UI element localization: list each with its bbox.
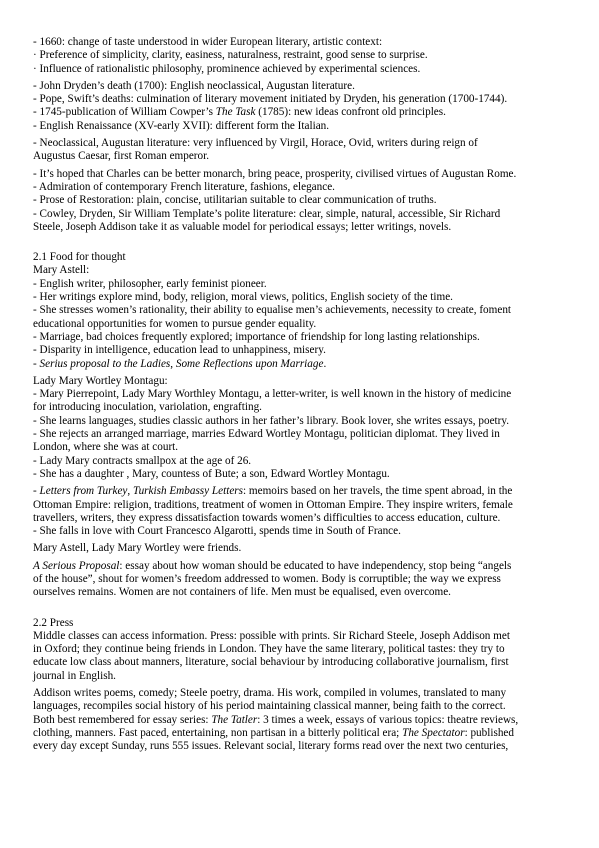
- text-line: - Prose of Restoration: plain, concise, utilitarian suitable to clear communication of truths.: [33, 194, 437, 207]
- text-line: Mary Astell, Lady Mary Wortley were friends.: [33, 542, 242, 555]
- work-title: Turkish Embassy Letters: [132, 485, 243, 498]
- text-line: - English writer, philosopher, early feminist pioneer.: [33, 277, 267, 290]
- text-line: Steele, Joseph Addison take it as valuable model for periodical essays; letter writings, novels.: [33, 220, 452, 233]
- text-line: - Cowley, Dryden, Sir William Template’s polite literature: clear, simple, natural, accessible, Sir Richard: [33, 207, 501, 220]
- text-line: ourselves remains. Women are not containers of life. Men must be equalised, even overcome.: [33, 586, 451, 599]
- text-line: - She learns languages, studies classic authors in her father’s library. Book lover, she writes essays, poetry.: [33, 414, 510, 427]
- text-line: for introducing inoculation, variolation, engrafting.: [33, 401, 262, 414]
- paragraph: [33, 36, 573, 76]
- text-line: Middle classes can access information. Press: possible with prints. Sir Richard Steele, Joseph Addison met: [33, 629, 510, 642]
- text-line: - Marriage, bad choices frequently explored; importance of friendship for long lasting relationships.: [33, 330, 480, 343]
- text-line: languages, recompiles social history of his period maintaining classical manner, being faith to the correct.: [33, 700, 506, 713]
- text-line: · Preference of simplicity, clarity, easiness, naturalness, restraint, good sense to surprise.: [33, 49, 428, 62]
- work-title: Serius proposal to the Ladies: [39, 357, 171, 370]
- text-line: - She falls in love with Court Francesco Algarotti, spends time in South of France.: [33, 525, 401, 538]
- text-line: Both best remembered for essay series: The Tatler: 3 times a week, essays of various topics: theatre reviews,: [33, 713, 519, 726]
- text-line: - Disparity in intelligence, education lead to unhappiness, misery.: [33, 344, 326, 357]
- section-heading: 2.1 Food for thought: [33, 251, 126, 264]
- section-block: [33, 617, 573, 683]
- document-page: [33, 36, 573, 754]
- paragraph: [33, 542, 573, 555]
- text-line: Augustus Caesar, first Roman emperor.: [33, 150, 210, 163]
- text-line: every day except Sunday, runs 555 issues. Relevant social, literary forms read over the next two centuries,: [33, 740, 509, 753]
- section-block: [33, 251, 573, 371]
- text-line: clothing, manners. Fast paced, entertaining, non partisan in a bitterly political era; The Spectator: published: [33, 726, 514, 739]
- text-line: - Letters from Turkey, Turkish Embassy Letters: memoirs based on her travels, the time spent abroad, in the: [33, 485, 513, 498]
- section-heading: 2.2 Press: [33, 616, 74, 629]
- text-line: of the house”, shout for women’s freedom addressed to women. Body is corruptible; the way we express: [33, 572, 501, 585]
- text-line: educational opportunities for women to pursue gender equality.: [33, 317, 317, 330]
- text-line: journal in English.: [33, 669, 116, 682]
- work-title: The Spectator: [402, 726, 465, 739]
- paragraph: [33, 687, 573, 753]
- paragraph: [33, 375, 573, 481]
- text-line: · Influence of rationalistic philosophy, prominence achieved by experimental sciences.: [33, 62, 421, 75]
- work-title: Some Reflections upon Marriage: [175, 357, 324, 370]
- paragraph: [33, 137, 573, 164]
- text-line: - Lady Mary contracts smallpox at the age of 26.: [33, 454, 252, 467]
- paragraph: [33, 168, 573, 234]
- text-line: - John Dryden’s death (1700): English neoclassical, Augustan literature.: [33, 79, 355, 92]
- text-line: Addison writes poems, comedy; Steele poetry, drama. His work, compiled in volumes, translated to many: [33, 687, 507, 700]
- text-line: - Her writings explore mind, body, religion, moral views, politics, English society of the time.: [33, 291, 453, 304]
- text-line: Mary Astell:: [33, 264, 90, 277]
- text-line: London, where she was at court.: [33, 441, 179, 454]
- text-line: A Serious Proposal: essay about how woman should be educated to have independency, stop being “angels: [33, 559, 512, 572]
- text-line: - Neoclassical, Augustan literature: very influenced by Virgil, Horace, Ovid, writers during reign of: [33, 137, 478, 150]
- text-line: travellers, writers, they express dissatisfaction towards women’s difficulties to access education, culture.: [33, 511, 501, 524]
- work-title: A Serious Proposal: [33, 559, 120, 572]
- text-line: - Mary Pierrepoint, Lady Mary Worthley Montagu, a letter-writer, is well known in the history of medicine: [33, 388, 512, 401]
- text-line: educate low class about manners, literature, social behaviour by introducing collaborative journalism, first: [33, 656, 509, 669]
- text-line: - English Renaissance (XV-early XVII): different form the Italian.: [33, 119, 330, 132]
- text-line: - Pope, Swift’s deaths: culmination of literary movement initiated by Dryden, his generation (1700-1744).: [33, 93, 508, 106]
- text-line: - Admiration of contemporary French literature, fashions, elegance.: [33, 180, 335, 193]
- text-line: in Oxford; they continue being friends in London. They have the same literary, political tastes: they try to: [33, 643, 505, 656]
- text-line: - She has a daughter , Mary, countess of Bute; a son, Edward Wortley Montagu.: [33, 467, 390, 480]
- work-title: Letters from Turkey: [39, 485, 128, 498]
- text-line: - 1745-publication of William Cowper’s The Task (1785): new ideas confront old principles.: [33, 106, 446, 119]
- paragraph: [33, 485, 573, 538]
- text-line: - She rejects an arranged marriage, marries Edward Wortley Montagu, politician diplomat. They lived in: [33, 428, 500, 441]
- work-title: The Tatler: [211, 713, 258, 726]
- text-line: - It’s hoped that Charles can be better monarch, bring peace, prosperity, civilised virtues of Augustan Rome.: [33, 167, 517, 180]
- text-line: Lady Mary Wortley Montagu:: [33, 374, 168, 387]
- text-line: - Serius proposal to the Ladies, Some Reflections upon Marriage.: [33, 357, 327, 370]
- work-title: The Task: [215, 106, 256, 119]
- paragraph: [33, 80, 573, 133]
- paragraph: [33, 560, 573, 600]
- text-line: - She stresses women’s rationality, their ability to equalise men’s achievements, necessity to create, foment: [33, 304, 512, 317]
- text-line: - 1660: change of taste understood in wider European literary, artistic context:: [33, 36, 383, 48]
- text-line: Ottoman Empire: religion, traditions, treatment of women in Ottoman Empire. They inspire writers, female: [33, 498, 513, 511]
